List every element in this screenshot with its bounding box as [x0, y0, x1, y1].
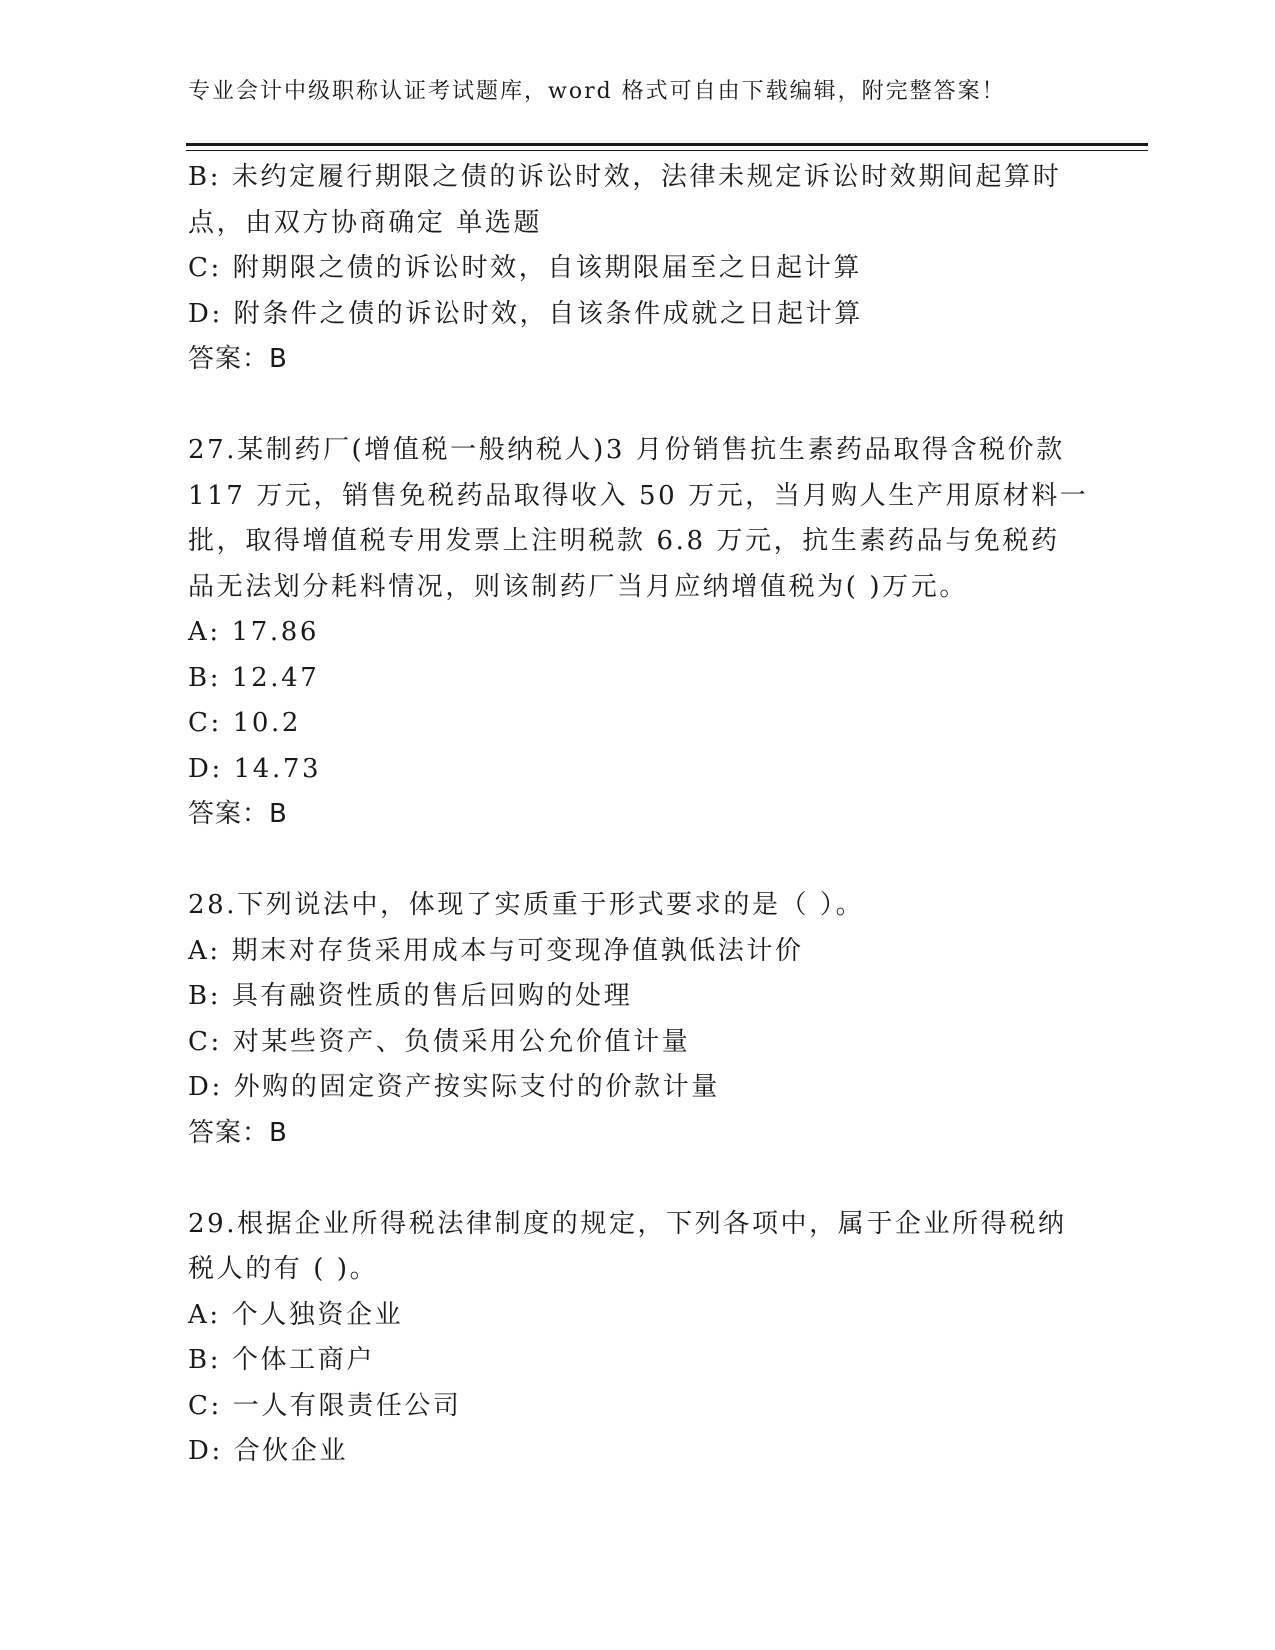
question-stem-line: 29.根据企业所得税法律制度的规定，下列各项中，属于企业所得税纳	[188, 1208, 1067, 1239]
option-line: B: 未约定履行期限之债的诉讼时效，法律未规定诉讼时效期间起算时	[188, 162, 1062, 192]
question-list	[188, 155, 1128, 1475]
option-line: D: 附条件之债的诉讼时效，自该条件成就之日起计算	[188, 298, 863, 329]
question-block-27	[188, 428, 1128, 838]
answer-line: 答案：B	[188, 344, 288, 374]
question-stem-line: 税人的有 ( )。	[188, 1254, 379, 1284]
option-line: B: 具有融资性质的售后回购的处理	[188, 981, 633, 1011]
spacer	[188, 838, 1128, 884]
question-block-26	[188, 155, 1128, 383]
answer-line: 答案：B	[188, 799, 288, 829]
question-stem-line: 27.某制药厂(增值税一般纳税人)3 月份销售抗生素药品取得含税价款	[188, 435, 1065, 465]
option-line: B: 个体工商户	[188, 1345, 375, 1375]
option-line: D: 合伙企业	[188, 1436, 349, 1466]
question-block-29	[188, 1202, 1128, 1475]
question-stem-line: 28.下列说法中，体现了实质重于形式要求的是（ ）。	[188, 890, 865, 920]
header-rule-thick	[186, 143, 1148, 146]
document-header: 专业会计中级职称认证考试题库，word 格式可自由下载编辑，附完整答案！	[188, 79, 1006, 104]
question-stem-line: 品无法划分耗料情况，则该制药厂当月应纳增值税为( )万元。	[188, 571, 968, 602]
option-line: A: 期末对存货采用成本与可变现净值孰低法计价	[188, 935, 804, 966]
option-line: C: 10.2	[188, 708, 302, 738]
header-rule-thin	[186, 150, 1148, 151]
option-line: C: 一人有限责任公司	[188, 1390, 462, 1421]
spacer	[188, 383, 1128, 429]
question-stem-line: 117 万元，销售免税药品取得收入 50 万元，当月购人生产用原材料一	[188, 480, 1089, 511]
option-line: C: 附期限之债的诉讼时效，自该期限届至之日起计算	[188, 253, 862, 283]
option-line: A: 个人独资企业	[188, 1299, 404, 1330]
question-block-28	[188, 883, 1128, 1156]
option-line: C: 对某些资产、负债采用公允价值计量	[188, 1026, 691, 1057]
option-line: D: 外购的固定资产按实际支付的价款计量	[188, 1072, 720, 1102]
option-line: D: 14.73	[188, 753, 322, 784]
option-line: B: 12.47	[188, 662, 320, 693]
option-line: A: 17.86	[188, 617, 320, 647]
spacer	[188, 1156, 1128, 1202]
question-stem-line: 批，取得增值税专用发票上注明税款 6.8 万元，抗生素药品与免税药	[188, 526, 1060, 556]
option-line: 点，由双方协商确定 单选题	[188, 207, 543, 238]
answer-line: 答案：B	[188, 1117, 288, 1148]
